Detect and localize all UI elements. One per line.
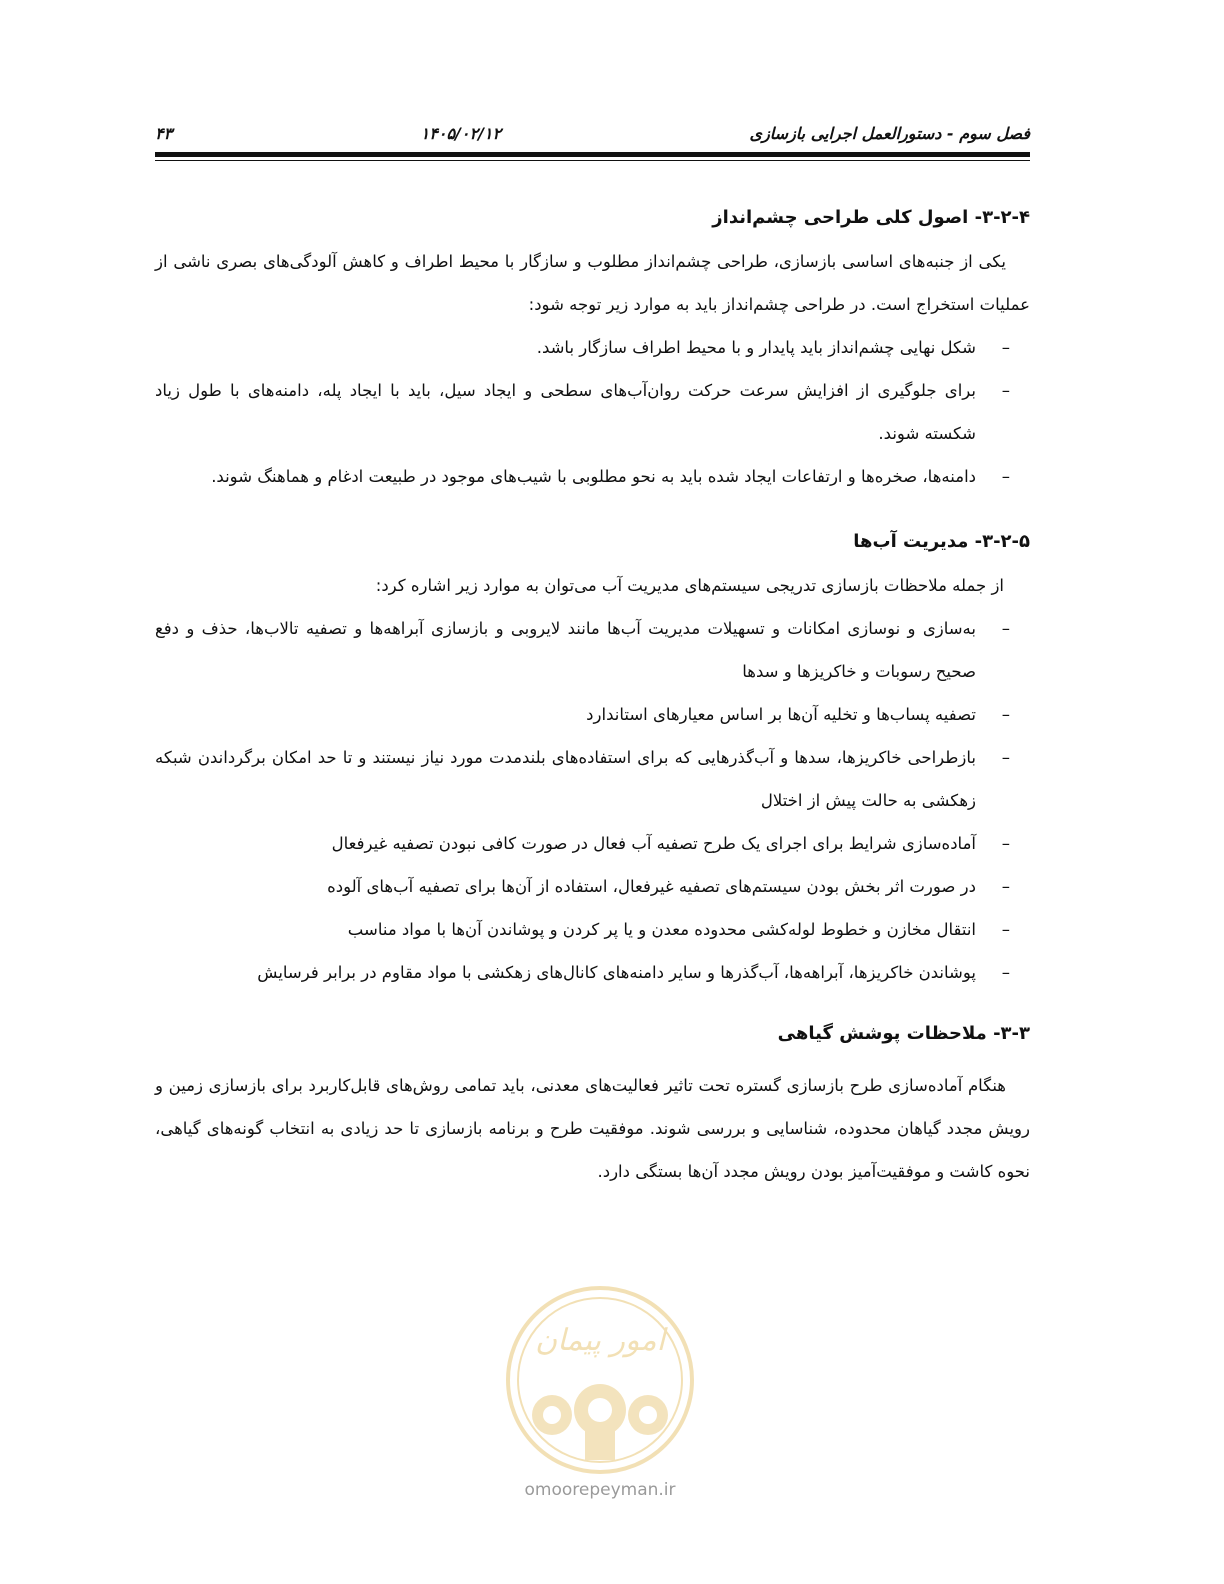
list-item: – دامنه‌ها، صخره‌ها و ارتفاعات ایجاد شده باید به نحو مطلوبی با شیب‌های موجود در طبیعت ادغام و هماهنگ شوند. [155,455,976,498]
list-item: – تصفیه پساب‌ها و تخلیه آن‌ها بر اساس معیارهای استاندارد [155,693,976,736]
dash-bullet-icon: – [1001,877,1010,896]
dash-bullet-icon: – [1001,619,1010,638]
page-header [155,118,1030,148]
list-item: – شکل نهایی چشم‌انداز باید پایدار و با محیط اطراف سازگار باشد. [155,326,976,369]
section-intro-water: از جمله ملاحظات بازسازی تدریجی سیستم‌های مدیریت آب می‌توان به موارد زیر اشاره کرد: [375,576,1004,595]
dash-bullet-icon: – [1001,467,1010,486]
dash-bullet-icon: – [1001,705,1010,724]
header-rule-thick [155,152,1030,157]
dash-bullet-icon: – [1001,748,1010,767]
header-rule-thin [155,160,1030,161]
dash-bullet-icon: – [1001,834,1010,853]
header-date: ۱۴۰۵/۰۲/۱۲ [420,123,502,143]
section-intro-vegetation: هنگام آماده‌سازی طرح بازسازی گستره تحت تاثیر فعالیت‌های معدنی، باید تمامی روش‌های قابل‌کاربرد برای بازسازی زمین و رویش مجدد گیاهان محدوده، شناسایی و بررسی شوند. موفقیت طرح و برنامه بازسازی تا حد زیادی به انتخاب گونه‌های گیاهی، نحوه کاشت و موفقیت‌آمیز بودن رویش مجدد آن‌ها بستگی دارد. [155,1076,1030,1181]
watermark-url: omoorepeyman.ir [524,1480,676,1500]
section-title-vegetation: ۳-۳- ملاحظات پوشش گیاهی [777,1023,1030,1044]
list-item: – برای جلوگیری از افزایش سرعت حرکت روان‌آب‌های سطحی و ایجاد سیل، باید با ایجاد پله، دامنه‌های با طول زیاد شکسته شوند. [155,369,976,455]
list-item: – آماده‌سازی شرایط برای اجرای یک طرح تصفیه آب فعال در صورت کافی نبودن تصفیه غیرفعال [155,822,976,865]
list-item: – انتقال مخازن و خطوط لوله‌کشی محدوده معدن و یا پر کردن و پوشاندن آن‌ها با مواد مناسب [155,908,976,951]
bullet-list-landscape [155,326,1030,498]
page-content [155,196,1030,1193]
omoorepeyman-seal-icon [500,1280,700,1500]
list-item: – بازطراحی خاکریزها، سدها و آب‌گذرهایی که برای استفاده‌های بلندمدت مورد نیاز نیستند و تا حد امکان برگرداندن شبکه زهکشی به حالت پیش از اختلال [155,736,976,822]
list-item: – در صورت اثر بخش بودن سیستم‌های تصفیه غیرفعال، استفاده از آن‌ها برای تصفیه آب‌های آلوده [155,865,976,908]
list-item: – پوشاندن خاکریزها، آبراهه‌ها، آب‌گذرها و سایر دامنه‌های کانال‌های زهکشی با مواد مقاوم در برابر فرسایش [155,951,976,994]
dash-bullet-icon: – [1001,963,1010,982]
chapter-title: فصل سوم - دستورالعمل اجرایی بازسازی [749,123,1030,143]
page-number: ۴۳ [155,123,173,143]
dash-bullet-icon: – [1001,920,1010,939]
bullet-list-water [155,607,1030,994]
section-title-landscape: ۳-۲-۴- اصول کلی طراحی چشم‌انداز [712,207,1030,228]
section-intro-landscape: یکی از جنبه‌های اساسی بازسازی، طراحی چشم‌انداز مطلوب و سازگار با محیط اطراف و کاهش آلودگی‌های بصری ناشی از عملیات استخراج است. در طراحی چشم‌انداز باید به موارد زیر توجه شود: [155,252,1030,314]
watermark-logo-text: امور پیمان [535,1323,665,1358]
dash-bullet-icon: – [1001,381,1010,400]
section-title-water: ۳-۲-۵- مدیریت آب‌ها [853,531,1030,552]
list-item: – به‌سازی و نوسازی امکانات و تسهیلات مدیریت آب‌ها مانند لایروبی و بازسازی آبراهه‌ها و تصفیه تالاب‌ها، حذف و دفع صحیح رسوبات و خاکریزها و سدها [155,607,976,693]
dash-bullet-icon: – [1001,338,1010,357]
